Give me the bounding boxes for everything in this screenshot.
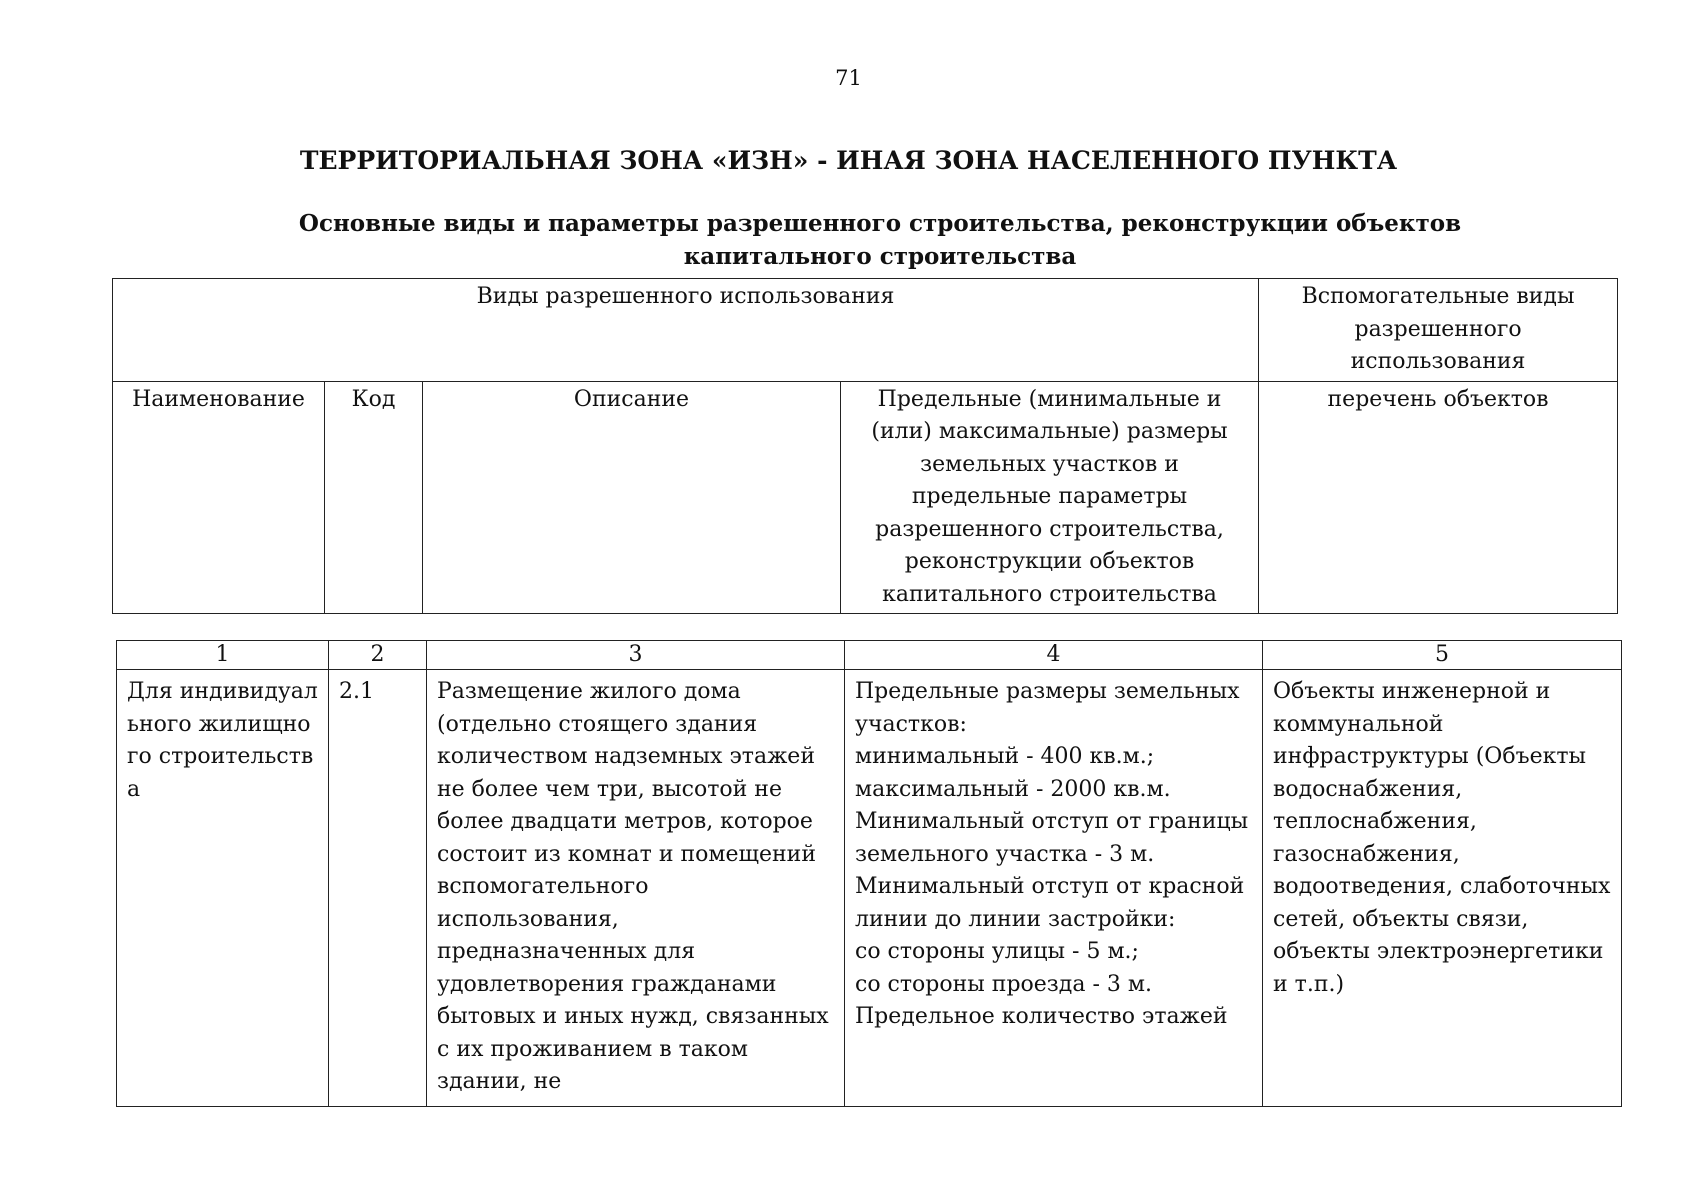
cell-code: 2.1: [329, 670, 427, 1107]
column-number-row: [117, 641, 1622, 670]
cell-limits: [845, 670, 1263, 1107]
cell-name: Для индивидуального жилищного строительства: [117, 670, 329, 1107]
document-title: ТЕРРИТОРИАЛЬНАЯ ЗОНА «ИЗН» - ИНАЯ ЗОНА НАСЕЛЕННОГО ПУНКТА: [299, 146, 1398, 175]
document-subtitle: Основные виды и параметры разрешенного строительства, реконструкции объектов капитального строительства: [298, 210, 1462, 270]
cell-objects: Объекты инженерной и коммунальной инфраструктуры (Объекты водоснабжения, теплоснабжения, газоснабжения, водоотведения, слаботочных сетей, объекты связи, объекты электроэнергетики и т.п.): [1263, 670, 1622, 1107]
header-col-objects: перечень объектов: [1259, 381, 1618, 614]
header-group-aux: Вспомогательные виды разрешенного использования: [1259, 279, 1618, 382]
header-col-limits: Предельные (минимальные и (или) максимальные) размеры земельных участков и предельные параметры разрешенного строительства, реконструкции объектов капитального строительства: [841, 381, 1259, 614]
zone-body-table: [116, 640, 1622, 1107]
limits-line: Минимальный отступ от красной линии до линии застройки:: [855, 874, 1245, 932]
header-col-description: Описание: [423, 381, 841, 614]
header-group-main: Виды разрешенного использования: [113, 279, 1259, 382]
limits-line: минимальный - 400 кв.м.;: [855, 744, 1155, 769]
zone-header-table: [112, 278, 1618, 614]
page-number: 71: [835, 66, 862, 90]
header-col-code: Код: [325, 381, 423, 614]
limits-line: Минимальный отступ от границы земельного участка - 3 м.: [855, 809, 1249, 867]
table-row: [117, 670, 1622, 1107]
limits-line: максимальный - 2000 кв.м.: [855, 776, 1171, 802]
column-number: 3: [427, 641, 845, 670]
header-col-name: Наименование: [113, 381, 325, 614]
column-number: 1: [117, 641, 329, 670]
column-number: 5: [1263, 641, 1622, 670]
limits-line: Предельное количество этажей: [855, 1004, 1228, 1029]
limits-line: Предельные размеры земельных участков:: [855, 679, 1240, 737]
column-number: 4: [845, 641, 1263, 670]
limits-line: со стороны улицы - 5 м.;: [855, 939, 1139, 964]
column-number: 2: [329, 641, 427, 670]
cell-description: Размещение жилого дома (отдельно стоящего здания количеством надземных этажей не более чем три, высотой не более двадцати метров, которое состоит из комнат и помещений вспомогательного использования, предназначенных для удовлетворения гражданами бытовых и иных нужд, связанных с их проживанием в таком здании, не: [427, 670, 845, 1107]
limits-line: со стороны проезда - 3 м.: [855, 971, 1152, 997]
